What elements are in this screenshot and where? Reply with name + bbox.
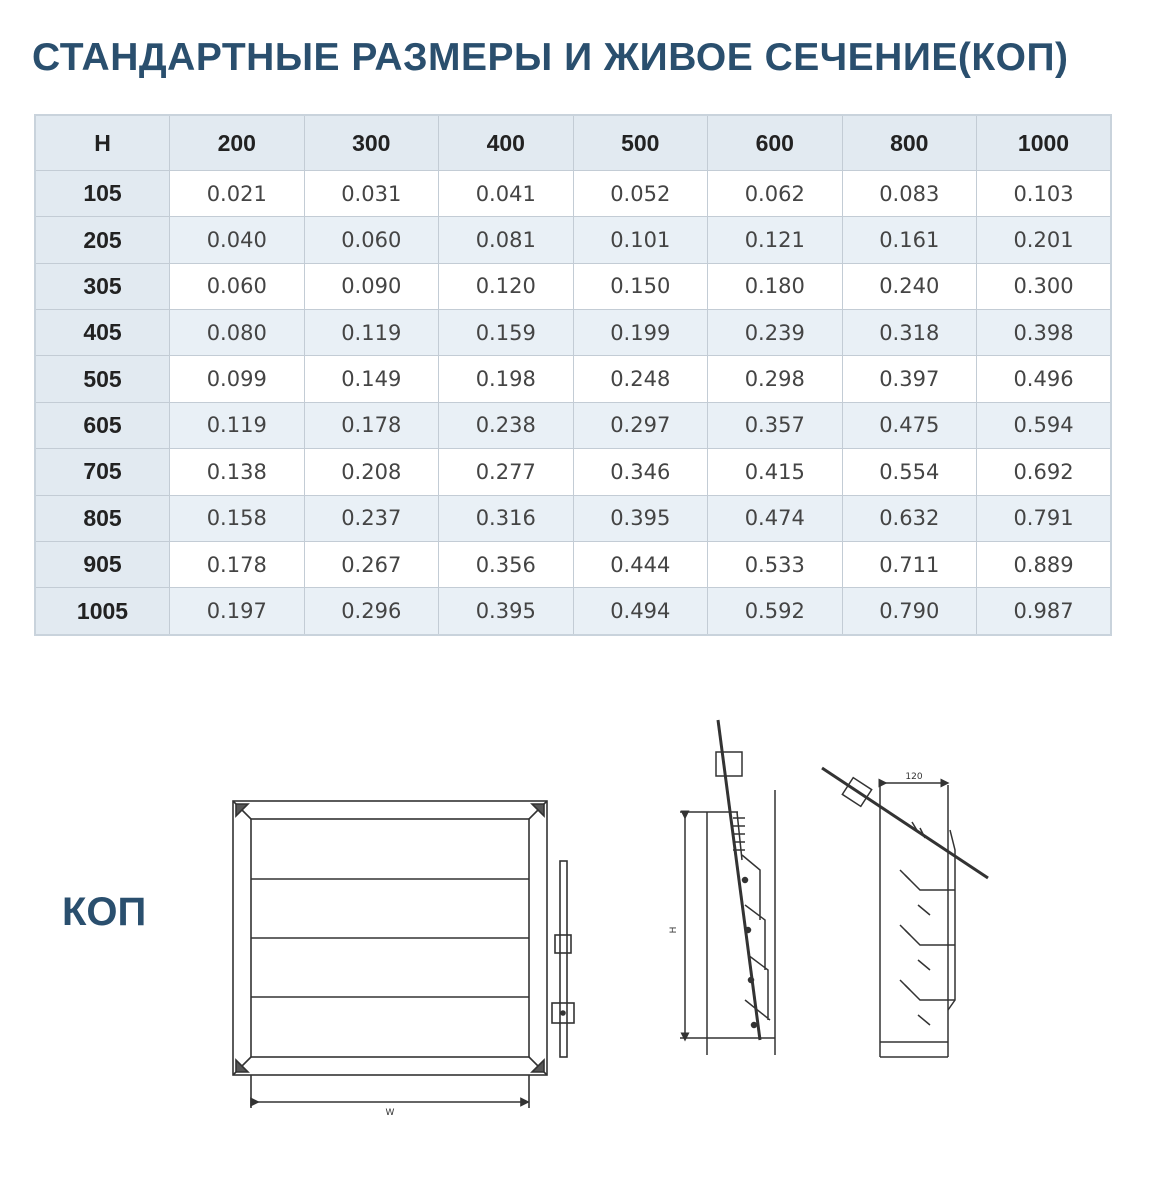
area-cell: 0.692: [977, 449, 1112, 495]
area-cell: 0.120: [439, 263, 574, 309]
width-header-400: 400: [439, 115, 574, 171]
area-cell: 0.121: [708, 217, 843, 263]
open-blades-view-drawing: [822, 768, 988, 1057]
area-cell: 0.161: [842, 217, 977, 263]
width-header-800: 800: [842, 115, 977, 171]
area-cell: 0.119: [170, 402, 305, 448]
area-cell: 0.237: [304, 495, 439, 541]
area-cell: 0.060: [170, 263, 305, 309]
height-header: 705: [35, 449, 170, 495]
area-cell: 0.040: [170, 217, 305, 263]
area-cell: 0.395: [439, 588, 574, 635]
area-cell: 0.356: [439, 541, 574, 587]
area-cell: 0.889: [977, 541, 1112, 587]
area-cell: 0.346: [573, 449, 708, 495]
height-header: 505: [35, 356, 170, 402]
area-cell: 0.238: [439, 402, 574, 448]
width-header-500: 500: [573, 115, 708, 171]
area-cell: 0.060: [304, 217, 439, 263]
height-dimension-label: H: [669, 926, 679, 934]
front-view-drawing: [233, 801, 574, 1108]
area-cell: 0.197: [170, 588, 305, 635]
area-cell: 0.496: [977, 356, 1112, 402]
area-cell: 0.178: [170, 541, 305, 587]
area-cell: 0.081: [439, 217, 574, 263]
area-cell: 0.031: [304, 171, 439, 217]
area-cell: 0.415: [708, 449, 843, 495]
area-cell: 0.149: [304, 356, 439, 402]
area-cell: 0.240: [842, 263, 977, 309]
area-cell: 0.494: [573, 588, 708, 635]
area-cell: 0.987: [977, 588, 1112, 635]
area-cell: 0.318: [842, 310, 977, 356]
area-cell: 0.158: [170, 495, 305, 541]
area-cell: 0.395: [573, 495, 708, 541]
area-cell: 0.533: [708, 541, 843, 587]
height-header: 105: [35, 171, 170, 217]
area-cell: 0.474: [708, 495, 843, 541]
area-cell: 0.103: [977, 171, 1112, 217]
width-header-300: 300: [304, 115, 439, 171]
height-header: 405: [35, 310, 170, 356]
area-cell: 0.397: [842, 356, 977, 402]
area-cell: 0.083: [842, 171, 977, 217]
area-cell: 0.080: [170, 310, 305, 356]
width-dimension-label: W: [385, 1108, 395, 1118]
area-cell: 0.138: [170, 449, 305, 495]
height-header: 605: [35, 402, 170, 448]
area-cell: 0.021: [170, 171, 305, 217]
area-cell: 0.297: [573, 402, 708, 448]
height-header: 205: [35, 217, 170, 263]
area-cell: 0.248: [573, 356, 708, 402]
area-cell: 0.444: [573, 541, 708, 587]
page-title: СТАНДАРТНЫЕ РАЗМЕРЫ И ЖИВОЕ СЕЧЕНИЕ(КОП): [32, 36, 1069, 79]
area-cell: 0.475: [842, 402, 977, 448]
area-cell: 0.316: [439, 495, 574, 541]
area-cell: 0.101: [573, 217, 708, 263]
area-cell: 0.298: [708, 356, 843, 402]
area-cell: 0.159: [439, 310, 574, 356]
area-cell: 0.178: [304, 402, 439, 448]
area-cell: 0.119: [304, 310, 439, 356]
model-label: КОП: [62, 890, 147, 934]
height-header: 1005: [35, 588, 170, 635]
area-cell: 0.201: [977, 217, 1112, 263]
area-cell: 0.277: [439, 449, 574, 495]
area-cell: 0.592: [708, 588, 843, 635]
area-cell: 0.090: [304, 263, 439, 309]
area-cell: 0.198: [439, 356, 574, 402]
side-view-drawing: [680, 720, 775, 1055]
corner-header: H: [35, 115, 170, 171]
height-header: 805: [35, 495, 170, 541]
area-cell: 0.594: [977, 402, 1112, 448]
depth-dimension-label: 120: [905, 772, 923, 782]
area-cell: 0.791: [977, 495, 1112, 541]
width-header-1000: 1000: [977, 115, 1112, 171]
area-cell: 0.267: [304, 541, 439, 587]
area-cell: 0.099: [170, 356, 305, 402]
area-cell: 0.180: [708, 263, 843, 309]
area-cell: 0.052: [573, 171, 708, 217]
area-cell: 0.208: [304, 449, 439, 495]
area-cell: 0.062: [708, 171, 843, 217]
area-cell: 0.300: [977, 263, 1112, 309]
area-cell: 0.554: [842, 449, 977, 495]
area-cell: 0.357: [708, 402, 843, 448]
area-cell: 0.150: [573, 263, 708, 309]
width-header-600: 600: [708, 115, 843, 171]
height-header: 305: [35, 263, 170, 309]
area-cell: 0.398: [977, 310, 1112, 356]
area-cell: 0.199: [573, 310, 708, 356]
area-cell: 0.632: [842, 495, 977, 541]
area-cell: 0.041: [439, 171, 574, 217]
area-cell: 0.239: [708, 310, 843, 356]
area-cell: 0.790: [842, 588, 977, 635]
area-cell: 0.711: [842, 541, 977, 587]
height-header: 905: [35, 541, 170, 587]
area-cell: 0.296: [304, 588, 439, 635]
width-header-200: 200: [170, 115, 305, 171]
